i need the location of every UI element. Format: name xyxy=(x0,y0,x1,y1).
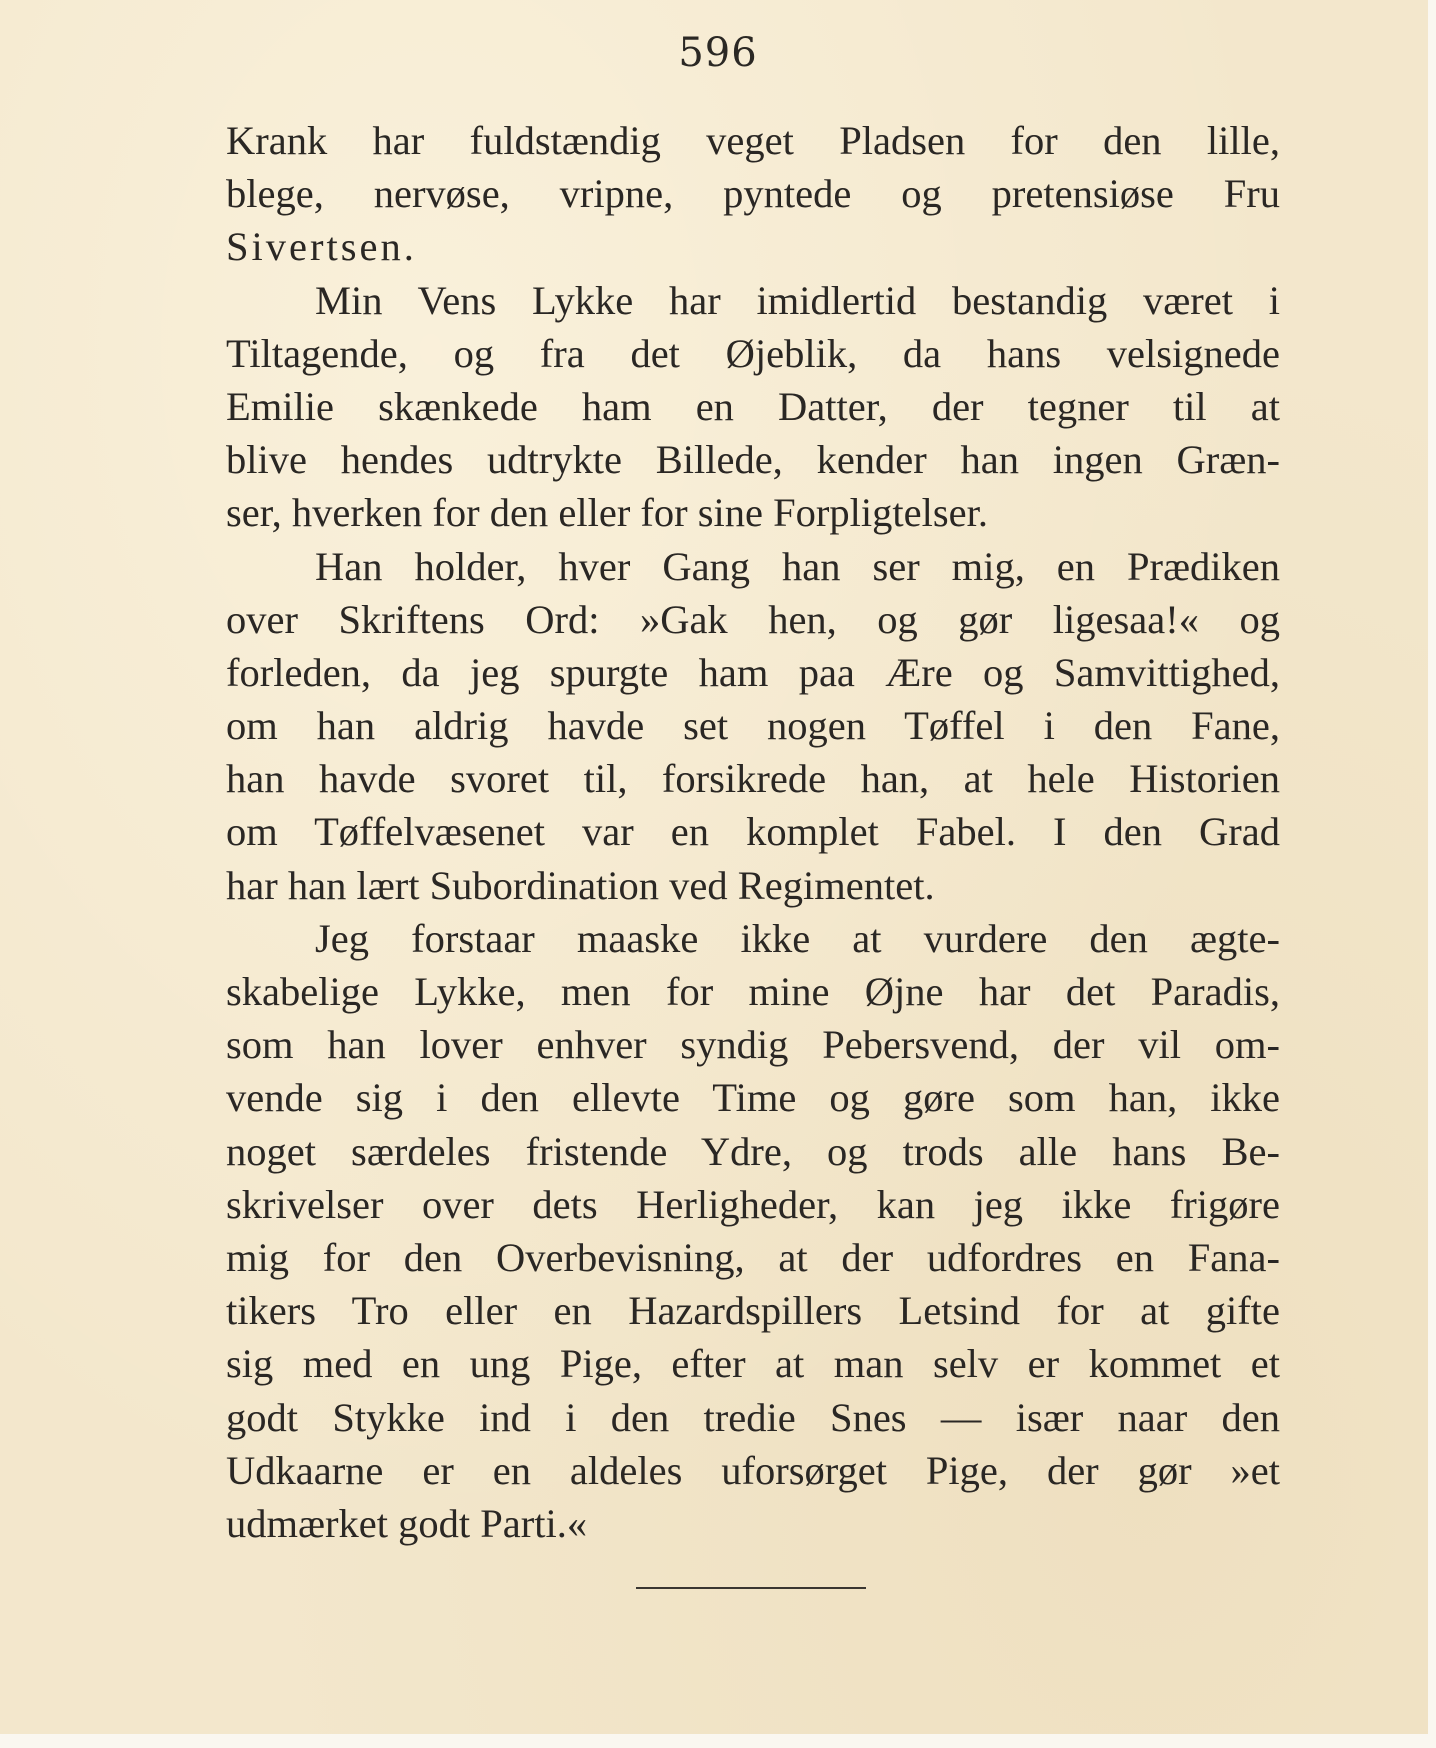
text-line: skrivelser over dets Herligheder, kan jeg ikke frigøre xyxy=(226,1181,1280,1227)
page-edge-bottom xyxy=(0,1734,1436,1748)
text-line: som han lover enhver syndig Pebersvend, der vil om- xyxy=(226,1022,1280,1068)
text-line: forleden, da jeg spurgte ham paa Ære og Samvittighed, xyxy=(226,649,1280,695)
text-line: noget særdeles fristende Ydre, og trods alle hans Be- xyxy=(226,1128,1280,1174)
end-rule xyxy=(636,1587,866,1589)
text-line: mig for den Overbevisning, at der udfordres en Fana- xyxy=(226,1234,1280,1280)
text-line: Emilie skænkede ham en Datter, der tegner til at xyxy=(226,383,1280,429)
text-line: vende sig i den ellevte Time og gøre som han, ikke xyxy=(226,1075,1280,1121)
text-line: Udkaarne er en aldeles uforsørget Pige, der gør »et xyxy=(226,1447,1280,1493)
body-text xyxy=(226,114,1280,1550)
text-line: tikers Tro eller en Hazardspillers Letsind for at gifte xyxy=(226,1288,1280,1334)
text-line: udmærket godt Parti.« xyxy=(226,1500,588,1546)
text-line: Sivertsen. xyxy=(226,224,417,270)
paragraph xyxy=(226,912,1280,1550)
text-line: blege, nervøse, vripne, pyntede og pretensiøse Fru xyxy=(226,171,1280,217)
text-line: Jeg forstaar maaske ikke at vurdere den ægte- xyxy=(315,915,1280,961)
text-line: skabelige Lykke, men for mine Øjne har det Paradis, xyxy=(226,969,1280,1014)
text-line: ser, hverken for den eller for sine Forpligtelser. xyxy=(226,490,989,536)
text-line: om Tøffelvæsenet var en komplet Fabel. I den Grad xyxy=(226,809,1280,855)
text-line: Krank har fuldstændig veget Pladsen for den lille, xyxy=(226,118,1280,163)
paragraph xyxy=(226,274,1280,540)
text-line: om han aldrig havde set nogen Tøffel i den Fane, xyxy=(226,703,1280,749)
text-line: Min Vens Lykke har imidlertid bestandig været i xyxy=(315,277,1280,323)
text-line: blive hendes udtrykte Billede, kender han ingen Græn- xyxy=(226,437,1280,483)
text-line: har han lært Subordination ved Regimentet. xyxy=(226,862,935,908)
text-line: godt Stykke ind i den tredie Snes — især naar den xyxy=(226,1394,1280,1440)
text-line: han havde svoret til, forsikrede han, at hele Historien xyxy=(226,756,1280,802)
paragraph xyxy=(226,540,1280,912)
paragraph xyxy=(226,114,1280,274)
page-edge-right xyxy=(1428,0,1436,1748)
text-line: Tiltagende, og fra det Øjeblik, da hans velsignede xyxy=(226,330,1280,376)
page-number: 596 xyxy=(678,30,758,76)
text-line: Han holder, hver Gang han ser mig, en Prædiken xyxy=(315,543,1280,589)
text-line: sig med en ung Pige, efter at man selv er kommet et xyxy=(226,1341,1280,1387)
text-line: over Skriftens Ord: »Gak hen, og gør ligesaa!« og xyxy=(226,596,1280,642)
